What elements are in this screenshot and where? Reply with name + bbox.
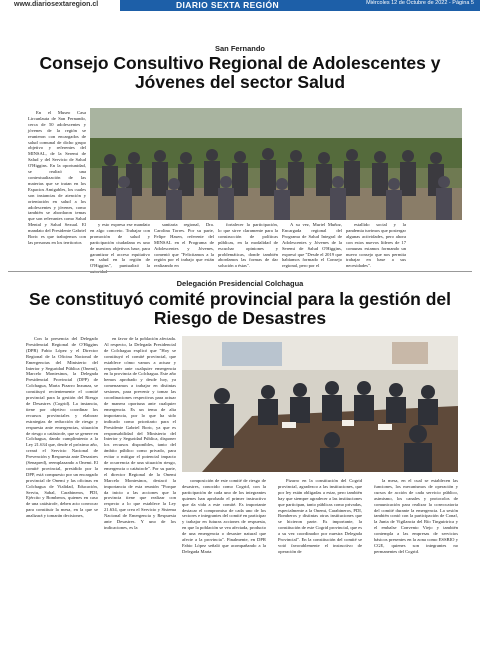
article1-column-5: A su vez, Muriel Muñoz, Encargada regional del Programa de Salud Integral de Adolescentes y Jóvenes de la Seremi de Salud O'Higgins, expresó que "Desde el 2019 que habíamos formado el Consejo regional, pero por el — [282, 222, 342, 269]
article1-title: Consejo Consultivo Regional de Adolescentes y Jóvenes del sector Salud — [39, 53, 441, 92]
site-url[interactable]: www.diariosextaregion.cl — [14, 1, 99, 8]
article1-column-6: estallido social y la pandemia tuvimos que postergar algunas actividades, pero ahora con estos nuevos líderes de 17 comunas estamos formando un nuevo consejo que nos permita trabajar en base a sus necesidades". — [346, 222, 406, 269]
article1-column-4: fortalecer la participación, lo que sirve claramente para la construcción de políticas públicas, en la modalidad de escuchar opiniones y problemáticas, donde también abordamos las formas de dar solución a éstas". — [218, 222, 278, 269]
article1-column-1: En el Museo Casa Lircunlauta de San Fernando, cerca de 50 adolescentes y jóvenes de la región se reunieron con encargados de salud comunal de dicho grupo objetivo y referentes del MINSAL, de la Seremi de Salud y del Servicio de Salud O'Higgins. En la oportunidad, se realizó una contextualización de las materias que se tratan en los Espacios Amigables, los cuales son instancias de atención y orientación en salud a los adolescentes y jóvenes, como también se abordaron temas que son relevantes como Salud Mental y Salud Sexual. El mandato del Presidente Gabriel Boric es que trabajemos con las personas en los territorios — [28, 110, 86, 245]
article2-kicker: Delegación Presidencial Colchagua — [176, 279, 304, 288]
page-header — [0, 0, 480, 12]
meeting-photo — [182, 336, 458, 472]
article2-column-3: composición de este comité de riesgo de desastres, conocido como Cogrid, con la participación de cada uno de los integrantes quienes han aprobado el primer instructivo que da vida a este comité. Es importante destacar el compromiso de cada uno de los sectores e integrantes del comité en participar y trabajar en futuras acciones de respuesta, en que la población se vea afectada, producto de una emergencia o desastre natural que afecte a la provincia". Finalmente, en DPR Fabio López señaló que acompañando a la Delegada Marta — [182, 478, 266, 554]
article2-column-2: en favor de la población afectada. Al respecto, la Delegada Presidencial de Colchagua explicó que "Hoy se constituyó el comité provincial, que establece cómo vamos a actuar y responder ante cualquier emergencia en la provincia de Colchagua. Este año hemos aprobado y desde hoy, ya comenzamos a trabajar en distintas sesiones, para prevenir y tomar las coordinaciones respectivas para actuar de manera oportuna ante cualquier emergencia. Es un tema de alta importancia, por lo que ha sido indicado como prioritario para el Presidente Gabriel Boric, ya que es responsabilidad del Ministerio del Interior y Seguridad Pública, disponer los recursos disponibles, tanto del ámbito público como privado, para evitar o mitigar el potencial impacto de ocurrencia de una situación riesgo, emergencia o catástrofe". Por su parte, el director Regional de la Onemi Marcelo Montesinos, destacó la importancia de esta reunión "Porque da inicio a las acciones que la provincia tiene que realizar con respecto a lo que establece la Ley 21.634, que crea el Servicio y Sistema Nacional de Emergencia y Respuesta ante Desastres. Y uno de los indicaciones, es la — [104, 336, 176, 530]
group-photo — [90, 108, 462, 220]
article2-title: Se constituyó comité provincial para la gestión del Riesgo de Desastres — [28, 289, 452, 328]
issue-date: Miércoles 12 de Octubre de 2022 - Página 5 — [366, 0, 474, 6]
masthead-title: DIARIO SEXTA REGIÓN — [176, 0, 279, 10]
article1-column-2: y esto expresa ese mandato en algo concreto. Trabajar con promoción de salud y participación ciudadana es uno de nuestros objetivos base, para garantizar el acceso equitativo en salud en la región de O'Higgins", puntualizó la — [90, 222, 150, 269]
article1-kicker: San Fernando — [214, 44, 265, 53]
article1-column-3: sanitaria regional, Dra. Carolina Torres. Por su parte, Felipe Hasen, referente del MINSAL en el Programa de Adolescentes y Jóvenes, comentó que "Felicitamos a la región por el trabajo que están realizando en — [154, 222, 214, 269]
article2-column-5: la mesa, en el cual se establecen las funciones, los mecanismos de operación y cursos de acción de cada servicio público, asimismo, los canales y protocolos de comunicación para realizar la convocatoria del comité durante la emergencia. La sesión también contó con la participación de Conaf, la Junta de Vigilancia del Río Tinguiririca y el embalse Convento Viejo y también contempla a las empresas de servicios básicos presentes en la zona como ESSBIO y CGE, quienes son integrantes no permanentes del Cogrid. — [374, 478, 458, 554]
section-divider — [8, 271, 472, 272]
article2-column-1: Con la presencia del Delegado Presidencial Regional de O'Higgins (DPR) Fabio López y el Director Regional de la Oficina Nacional de Emergencias del Ministerio del Interior y Seguridad Pública (Onemi), Marcelo Montesinos, la Delegada Presidencial Provincial (DPP) de Colchagua, Marta Pizarro Inzunza, se constituyó recientemente el comité provincial para la gestión del Riesgo de Desastres (Cogrid). La instancia, tiene por objetivo coordinar los recursos provinciales y elaborar estrategias de reducción de riesgo y respuesta ante emergencias, situación de riesgo o catástrofe, que se genere en Colchagua, dando cumplimiento a la Ley 21.634 que, desde el próximo año, creará el Servicio Nacional de Prevención y Respuesta ante Desastres (Senapred), reemplazando a Onemi. El comité provincial, presidido por la DPP, está compuesto por un encargado provincial de Onemi y las oficinas en Colchagua de Vialidad, Educación, Serviu, Sabal, Carabineros, PDI, Ejército y Bomberos, quienes en caso de una catástrofe, deben acto convocar para constituir la mesa, en la que se analizará y tomarán decisiones, — [26, 336, 98, 519]
article2-column-4: Pizarro en la constitución del Cogrid provincial, agradezco a las instituciones, que por ley están obligadas a estar, pero también hay que siempre agradecer a las instituciones que participan, tanto públicas como privadas, especialmente a la Onemi, Carabineros, PDI, Bomberos y distintas otras instituciones que se hicieron parte. Es importante, la constitución de este Cogrid provincial, que es a su vez coordinador por nuestra Delegada Provincial". En la constitución del comité se votó favorablemente el instructivo de operación de — [278, 478, 362, 554]
